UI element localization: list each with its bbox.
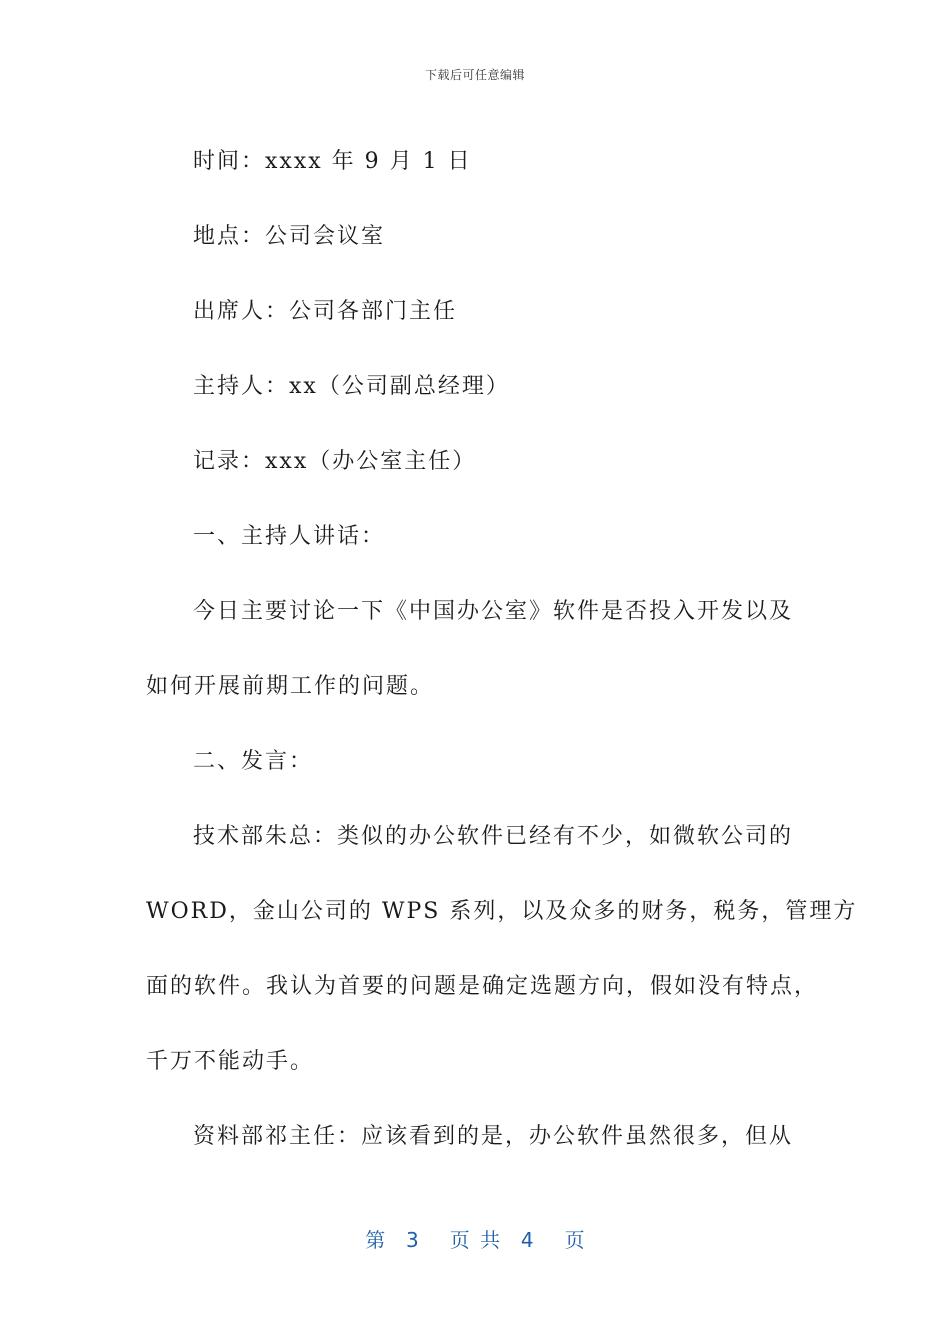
section-heading-statements: 二、发言：	[193, 749, 314, 774]
meeting-time: 时间：xxxx 年 9 月 1 日	[193, 149, 472, 174]
paragraph-line: 资料部祁主任：应该看到的是，办公软件虽然很多，但从	[193, 1124, 794, 1149]
meeting-location: 地点：公司会议室	[193, 224, 386, 249]
paragraph-line: 面的软件。我认为首要的问题是确定选题方向，假如没有特点，	[146, 974, 819, 999]
document-body	[146, 124, 858, 1174]
meeting-recorder: 记录：xxx（办公室主任）	[193, 449, 477, 474]
page-footer	[0, 1224, 950, 1253]
paragraph-line: WORD，金山公司的 WPS 系列，以及众多的财务，税务，管理方	[146, 899, 858, 924]
paragraph-line: 技术部朱总：类似的办公软件已经有不少，如微软公司的	[193, 824, 794, 849]
paragraph-line: 千万不能动手。	[146, 1049, 315, 1074]
section-heading-host-speech: 一、主持人讲话：	[193, 524, 386, 549]
page-number: 第 3 页 共 4 页	[365, 1228, 585, 1252]
paragraph-line: 今日主要讨论一下《中国办公室》软件是否投入开发以及	[193, 599, 794, 624]
meeting-host: 主持人：xx（公司副总经理）	[193, 374, 510, 399]
meeting-attendees: 出席人：公司各部门主任	[193, 299, 458, 324]
paragraph-line: 如何开展前期工作的问题。	[146, 674, 435, 699]
header-note: 下载后可任意编辑	[424, 68, 525, 82]
